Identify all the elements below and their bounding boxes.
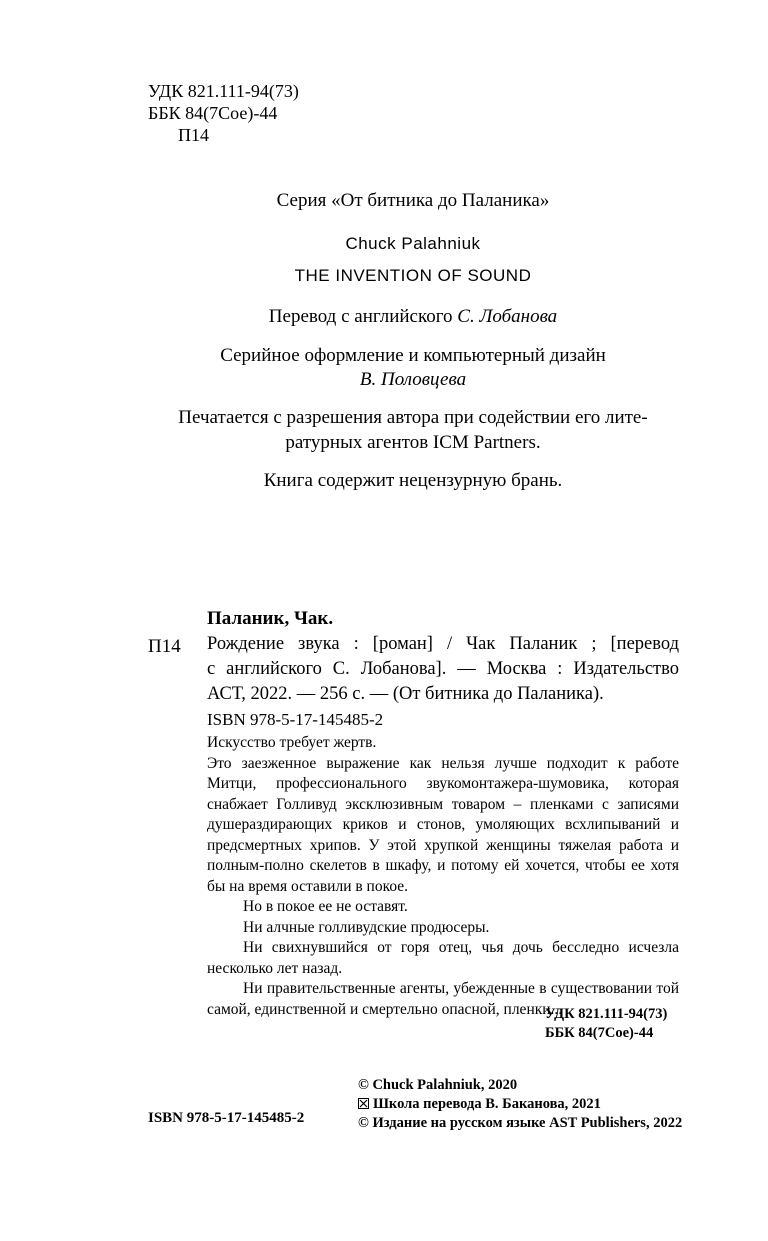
profanity-warning: Книга содержит нецензурную брань. <box>263 470 563 491</box>
copyright-line-2 <box>358 1095 682 1114</box>
permission-line-1: Печатается с разрешения автора при содействии его лите- <box>178 407 648 428</box>
isbn-inline: ISBN 978-5-17-145485-2 <box>207 710 384 729</box>
annotation-p6: Ни правительственные агенты, убежденные в существовании той самой, единственной и смертельно опасной, пленки... <box>207 980 679 1018</box>
design-line: Серийное оформление и компьютерный дизайн <box>220 345 606 366</box>
bibliography-code: П14 <box>148 636 181 657</box>
annotation-p3: Но в покое ее не оставят. <box>243 898 408 915</box>
original-author: Chuck Palahniuk <box>345 234 481 253</box>
classification-codes <box>148 80 299 146</box>
translator-name: С. Лобанова <box>457 306 558 327</box>
bibliographic-description <box>207 632 679 707</box>
bib-line-1: Рождение звука : [роман] / Чак Паланик ; [перевод <box>207 634 679 654</box>
bib-line-3: АСТ, 2022. — 256 с. — (От битника до Паланика). <box>207 684 604 704</box>
isbn-bottom: ISBN 978-5-17-145485-2 <box>148 1110 305 1126</box>
translation-credit <box>148 306 678 328</box>
annotation-p4: Ни алчные голливудские продюсеры. <box>243 918 490 936</box>
bbk-bottom: ББК 84(7Сое)-44 <box>545 1025 654 1041</box>
author-mark: П14 <box>178 125 209 145</box>
original-title: THE INVENTION OF SOUND <box>294 266 532 285</box>
permission-line-2: ратурных агентов ICM Partners. <box>285 432 541 453</box>
series-line: Серия «От битника до Паланика» <box>276 190 550 211</box>
permission-notice <box>148 405 678 455</box>
copyright-block <box>358 1076 682 1133</box>
copyright-line-1: © Chuck Palahniuk, 2020 <box>358 1077 518 1093</box>
bibliography-author: Паланик, Чак. <box>207 608 334 629</box>
annotation-p5: Ни свихнувшийся от горя отец, чья дочь бесследно исчезла несколько лет назад. <box>207 939 679 977</box>
annotation <box>207 733 679 1020</box>
annotation-p2: Это заезженное выражение как нельзя лучше подходит к работе Митци, профессионального звукомонтажера-шумовика, которая снабжает Голливуд эксклюзивным товаром – пленками с записями душераздирающих криков и стонов, умоляющих всхлипываний и предсмертных хрипов. У этой хрупкой женщины тяжелая работа и полным-полно скелетов в шкафу, и потому ей хочется, чтобы ее хотя бы на время оставили в покое. <box>207 754 679 895</box>
udk-code: УДК 821.111-94(73) <box>148 81 299 101</box>
annotation-p1: Искусство требует жертв. <box>207 734 377 751</box>
bbk-code: ББК 84(7Сое)-44 <box>148 103 278 123</box>
bib-line-2: с английского С. Лобанова]. — Москва : Издательство <box>207 659 679 679</box>
translation-school-icon <box>358 1098 369 1109</box>
classification-bottom <box>545 1005 667 1043</box>
copyright-line-3: © Издание на русском языке AST Publishers, 2022 <box>358 1115 683 1131</box>
design-credit <box>148 344 678 392</box>
udk-bottom: УДК 821.111-94(73) <box>545 1006 668 1022</box>
designer-name: В. Половцева <box>359 369 467 390</box>
translation-school: Школа перевода В. Баканова, 2021 <box>373 1096 601 1112</box>
translation-prefix: Перевод с английского <box>268 306 453 327</box>
